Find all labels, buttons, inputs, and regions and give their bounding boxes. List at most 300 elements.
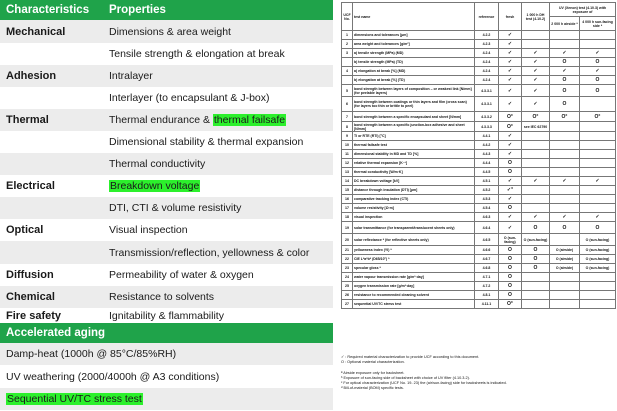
- property-row: [0, 20, 333, 43]
- col-uv4000-header: 4 000 h sun-facing side ª: [580, 17, 616, 31]
- cell-uv4: ✓: [580, 213, 616, 222]
- property-text: Permeability of water & oxygen: [109, 269, 254, 281]
- cell-uv4: O (sun-facing): [580, 255, 616, 264]
- cell-uv4: ✓: [580, 67, 616, 76]
- table-row: [342, 67, 616, 76]
- cell-ref: 4.6.8: [475, 264, 499, 273]
- cell-fresh: ✓: [499, 40, 522, 49]
- cell-fresh: O: [499, 291, 522, 300]
- cell-no: 18: [342, 213, 353, 222]
- cell-name: specular gloss ª: [353, 264, 475, 273]
- cell-no: 7: [342, 112, 353, 122]
- col-fresh-header: fresh: [499, 3, 522, 31]
- cell-uv4: [580, 168, 616, 177]
- cell-dh: ✓: [522, 97, 550, 112]
- property-name: [103, 48, 333, 60]
- cell-fresh: O: [499, 168, 522, 177]
- cell-name: thermal failsafe test: [353, 141, 475, 150]
- cell-uv2: O: [550, 222, 580, 234]
- cell-dh: ✓: [522, 58, 550, 67]
- cell-uv2: [550, 31, 580, 40]
- cell-uv2: ✓: [550, 177, 580, 186]
- cell-name: resistance to recommended cleaning solvent: [353, 291, 475, 300]
- cell-dh: ✓: [522, 85, 550, 97]
- cell-uv2: [550, 195, 580, 204]
- cell-no: 5: [342, 85, 353, 97]
- cell-name: CIE L*a*b* (D65/10°) ª: [353, 255, 475, 264]
- table-row: [342, 49, 616, 58]
- cell-dh: [522, 159, 550, 168]
- legend-line: ᵈ Bill-of-material (BOM) specific tests.: [341, 386, 404, 391]
- cell-name: bond strength between a specific junction-box adhesive and sheet [N/mm]: [353, 122, 475, 132]
- cell-uv4: O (sun-facing): [580, 264, 616, 273]
- col-uv2000-header: 2 000 h airside ª: [550, 17, 580, 31]
- cell-ref: 4.5.3: [475, 195, 499, 204]
- cell-fresh: O (sun-facing): [499, 234, 522, 246]
- cell-ref: 4.4.4: [475, 159, 499, 168]
- table-row: [342, 300, 616, 309]
- cell-fresh: ✓: [499, 222, 522, 234]
- cell-dh: [522, 300, 550, 309]
- cell-name: b) tensile strength (MPa) (TD): [353, 58, 475, 67]
- cell-uv4: ✓: [580, 49, 616, 58]
- col-uv-header: UV (Xenon) test (4.10.3) with exposure of: [550, 3, 616, 17]
- characteristics-heading: Characteristics: [6, 4, 90, 16]
- table-row: [342, 112, 616, 122]
- property-name: [103, 202, 333, 214]
- cell-ref: 4.7.1: [475, 273, 499, 282]
- table-row: [342, 291, 616, 300]
- cell-uv4: O: [580, 222, 616, 234]
- cell-fresh: ✓: [499, 67, 522, 76]
- cell-fresh: ✓: [499, 97, 522, 112]
- table-row: [342, 122, 616, 132]
- property-name: [103, 26, 333, 38]
- table-row: [342, 159, 616, 168]
- cell-name: solar transmittance (for transparent/translucent sheets only): [353, 222, 475, 234]
- cell-ref: 4.2.4: [475, 58, 499, 67]
- table-row: [342, 264, 616, 273]
- property-text: Thermal endurance &: [109, 114, 213, 126]
- cell-uv2: O: [550, 58, 580, 67]
- cell-name: dimensions and tolerances [µm]: [353, 31, 475, 40]
- cell-fresh: ✓: [499, 141, 522, 150]
- cell-ref: 4.7.2: [475, 282, 499, 291]
- cell-dh: [522, 291, 550, 300]
- cell-no: 6: [342, 97, 353, 112]
- cell-dh: O: [522, 246, 550, 255]
- cell-name: a) tensile strength (MPa) (MD): [353, 49, 475, 58]
- cell-name: relative thermal expansion [K⁻¹]: [353, 159, 475, 168]
- cell-name: distance through insulation (DTI) [µm]: [353, 186, 475, 195]
- cell-ref: 4.6.5: [475, 234, 499, 246]
- legend-line: O : Optional material characterization.: [341, 360, 405, 365]
- cell-name: area weight and tolerances [g/m²]: [353, 40, 475, 49]
- property-name: [103, 310, 333, 322]
- cell-ref: 4.11.1: [475, 300, 499, 309]
- cell-fresh: ✓: [499, 76, 522, 85]
- cell-no: 12: [342, 159, 353, 168]
- cell-ref: 4.3.3.3: [475, 122, 499, 132]
- cell-dh: O (sun-facing): [522, 234, 550, 246]
- property-name: [103, 247, 333, 259]
- cell-ref: 4.2.2: [475, 31, 499, 40]
- cell-uv2: [550, 141, 580, 150]
- aging-row: [0, 343, 333, 365]
- cell-ref: 4.4.5: [475, 168, 499, 177]
- cell-name: TI or RTE (RTI) [°C]: [353, 132, 475, 141]
- table-row: [342, 76, 616, 85]
- cell-fresh: ✓: [499, 85, 522, 97]
- cell-ref: 4.4.3: [475, 150, 499, 159]
- cell-uv4: ✓: [580, 177, 616, 186]
- property-category: Adhesion: [6, 70, 57, 82]
- property-row: [0, 43, 333, 65]
- aging-header: Accelerated aging: [0, 323, 333, 343]
- cell-name: bond strength between coatings or thin layers and film (cross scan) (for layers too thin or brittle to peel): [353, 97, 475, 112]
- table-row: [342, 204, 616, 213]
- cell-uv4: [580, 273, 616, 282]
- cell-dh: ✓: [522, 49, 550, 58]
- property-row: [0, 219, 333, 241]
- property-category: Chemical: [6, 291, 55, 303]
- cell-no: 20: [342, 234, 353, 246]
- cell-uv2: O°: [550, 112, 580, 122]
- col-dh-header: 1 000 h DH test (4.10.2): [522, 3, 550, 31]
- cell-uv2: O (airside): [550, 255, 580, 264]
- cell-no: 22: [342, 255, 353, 264]
- table-row: [342, 58, 616, 67]
- cell-ref: 4.3.3.1: [475, 85, 499, 97]
- property-highlight: Breakdown voltage: [110, 180, 200, 192]
- cell-dh: ✓: [522, 213, 550, 222]
- table-row: [342, 222, 616, 234]
- property-row: [0, 197, 333, 219]
- cell-uv2: [550, 234, 580, 246]
- ucf-table: [341, 2, 616, 309]
- property-category: Optical: [6, 224, 44, 236]
- cell-uv4: [580, 122, 616, 132]
- property-name: [103, 180, 333, 192]
- property-row: [0, 153, 333, 175]
- cell-ref: 4.8.1: [475, 291, 499, 300]
- cell-ref: 4.6.3: [475, 213, 499, 222]
- table-row: [342, 234, 616, 246]
- property-name: [103, 269, 333, 281]
- property-row: [0, 308, 333, 323]
- legend-line: ᵇ Exposure of sun-facing side of backsheet with choice of UV filter (4.10.3.2).: [341, 375, 470, 380]
- aging-text: Damp-heat (1000h @ 85°C/85%RH): [6, 348, 177, 360]
- table-row: [342, 246, 616, 255]
- cell-uv2: [550, 150, 580, 159]
- cell-uv2: [550, 273, 580, 282]
- cell-dh: [522, 150, 550, 159]
- legend-line: ✓ : Required material characterization to provide UCF according to this document.: [341, 355, 480, 359]
- cell-no: [342, 58, 353, 67]
- cell-ref: 4.6.6: [475, 246, 499, 255]
- col-no-header: UCF No.: [342, 3, 353, 31]
- cell-uv4: O (sun-facing): [580, 234, 616, 246]
- table-row: [342, 40, 616, 49]
- table-row: [342, 150, 616, 159]
- cell-uv4: O: [580, 58, 616, 67]
- property-name: [103, 136, 333, 148]
- cell-name: bond strength between a specific encapsulant and sheet [N/mm]: [353, 112, 475, 122]
- cell-uv2: [550, 300, 580, 309]
- cell-fresh: O: [499, 264, 522, 273]
- col-name-header: test name: [353, 3, 475, 31]
- table-row: [342, 195, 616, 204]
- cell-uv4: [580, 204, 616, 213]
- cell-dh: O: [522, 255, 550, 264]
- property-name: [103, 158, 333, 170]
- cell-uv2: O (airside): [550, 264, 580, 273]
- cell-no: 23: [342, 264, 353, 273]
- cell-dh: ✓: [522, 76, 550, 85]
- cell-fresh: O°: [499, 300, 522, 309]
- cell-dh: O: [522, 222, 550, 234]
- cell-no: 3: [342, 49, 353, 58]
- cell-name: thermal conductivity [W/m·K]: [353, 168, 475, 177]
- cell-fresh: ✓: [499, 150, 522, 159]
- cell-name: comparative tracking index (CTI): [353, 195, 475, 204]
- cell-uv2: [550, 159, 580, 168]
- table-row: [342, 282, 616, 291]
- cell-uv2: ✓: [550, 49, 580, 58]
- cell-no: 15: [342, 186, 353, 195]
- cell-name: bond strength between layers of composition – or weakest link [N/mm] (for peelable layers): [353, 85, 475, 97]
- cell-uv4: [580, 291, 616, 300]
- cell-uv2: [550, 168, 580, 177]
- cell-dh: see IEC 62790: [522, 122, 550, 132]
- cell-no: 19: [342, 222, 353, 234]
- property-text: Visual inspection: [109, 224, 188, 236]
- property-text: Dimensions & area weight: [109, 25, 231, 38]
- table-row: [342, 186, 616, 195]
- cell-ref: 4.3.3.2: [475, 112, 499, 122]
- cell-uv4: [580, 150, 616, 159]
- cell-no: 14: [342, 177, 353, 186]
- property-row: [0, 87, 333, 109]
- cell-uv2: ✓: [550, 213, 580, 222]
- cell-no: 9: [342, 132, 353, 141]
- cell-dh: [522, 31, 550, 40]
- cell-ref: 4.2.4: [475, 49, 499, 58]
- cell-no: 24: [342, 273, 353, 282]
- cell-dh: [522, 40, 550, 49]
- cell-fresh: O°: [499, 112, 522, 122]
- cell-ref: 4.2.4: [475, 76, 499, 85]
- cell-uv2: ✓: [550, 67, 580, 76]
- property-text: Transmission/reflection, yellowness & color: [109, 246, 310, 259]
- cell-fresh: ✓: [499, 49, 522, 58]
- property-text: Intralayer: [109, 70, 153, 82]
- cell-fresh: O: [499, 255, 522, 264]
- cell-fresh: O: [499, 246, 522, 255]
- table-legend: [341, 355, 615, 391]
- cell-uv4: [580, 141, 616, 150]
- property-row: [0, 109, 333, 131]
- cell-no: 21: [342, 246, 353, 255]
- cell-uv4: [580, 40, 616, 49]
- cell-fresh: O: [499, 282, 522, 291]
- cell-name: yellowness index (YI) ª: [353, 246, 475, 255]
- cell-no: 13: [342, 168, 353, 177]
- cell-ref: 4.4.1: [475, 132, 499, 141]
- property-text: Interlayer (to encapsulant & J-box): [109, 92, 270, 104]
- cell-fresh: ✓: [499, 195, 522, 204]
- cell-uv4: [580, 282, 616, 291]
- cell-uv4: O (sun-facing): [580, 246, 616, 255]
- cell-ref: 4.6.4: [475, 222, 499, 234]
- property-text: Thermal conductivity: [109, 158, 206, 170]
- property-row: [0, 65, 333, 87]
- cell-uv4: [580, 159, 616, 168]
- property-category: Mechanical: [6, 25, 66, 38]
- cell-name: b) elongation at break [%] (TD): [353, 76, 475, 85]
- cell-dh: [522, 132, 550, 141]
- cell-fresh: ✓: [499, 213, 522, 222]
- cell-fresh: O°: [499, 122, 522, 132]
- cell-uv2: [550, 132, 580, 141]
- property-highlight: thermal failsafe: [213, 114, 286, 126]
- property-row: [0, 175, 333, 197]
- cell-no: 26: [342, 291, 353, 300]
- cell-dh: [522, 273, 550, 282]
- cell-ref: 4.2.4: [475, 67, 499, 76]
- aging-text: UV weathering (2000/4000h @ A3 conditions): [6, 371, 220, 383]
- cell-no: [342, 76, 353, 85]
- cell-name: visual inspection: [353, 213, 475, 222]
- cell-uv4: [580, 195, 616, 204]
- table-row: [342, 213, 616, 222]
- cell-uv2: [550, 122, 580, 132]
- aging-row: [0, 388, 333, 410]
- cell-dh: [522, 195, 550, 204]
- cell-no: 16: [342, 195, 353, 204]
- table-row: [342, 97, 616, 112]
- cell-uv4: [580, 186, 616, 195]
- cell-ref: 4.5.4: [475, 204, 499, 213]
- property-category: Thermal: [6, 114, 49, 126]
- cell-name: DC breakdown voltage [kV]: [353, 177, 475, 186]
- cell-dh: [522, 204, 550, 213]
- cell-name: a) elongation at break [%] (MD): [353, 67, 475, 76]
- aging-row: [0, 366, 333, 388]
- cell-dh: [522, 186, 550, 195]
- aging-highlight: Sequential UV/TC stress test: [7, 393, 142, 405]
- property-category: Diffusion: [6, 269, 54, 281]
- cell-fresh: ✓°: [499, 186, 522, 195]
- cell-name: volume resistivity [Ω·m]: [353, 204, 475, 213]
- cell-fresh: ✓: [499, 58, 522, 67]
- cell-uv2: O: [550, 85, 580, 97]
- property-text: Dimensional stability & thermal expansion: [109, 136, 304, 148]
- cell-fresh: O: [499, 273, 522, 282]
- cell-uv2: [550, 291, 580, 300]
- cell-uv4: O: [580, 76, 616, 85]
- cell-uv4: O: [580, 85, 616, 97]
- cell-fresh: ✓: [499, 31, 522, 40]
- cell-no: 11: [342, 150, 353, 159]
- cell-uv4: [580, 31, 616, 40]
- cell-ref: 4.2.3: [475, 40, 499, 49]
- cell-dh: O: [522, 264, 550, 273]
- cell-uv2: O (airside): [550, 246, 580, 255]
- cell-ref: 4.5.1: [475, 177, 499, 186]
- cell-dh: ✓: [522, 177, 550, 186]
- cell-no: 27: [342, 300, 353, 309]
- table-row: [342, 255, 616, 264]
- property-row: [0, 241, 333, 264]
- table-row: [342, 132, 616, 141]
- cell-no: 2: [342, 40, 353, 49]
- cell-ref: 4.3.3.1: [475, 97, 499, 112]
- cell-uv4: O°: [580, 112, 616, 122]
- property-text: Tensile strength & elongation at break: [109, 48, 285, 60]
- property-name: [103, 92, 333, 104]
- cell-dh: [522, 141, 550, 150]
- cell-dh: O°: [522, 112, 550, 122]
- table-row: [342, 273, 616, 282]
- properties-heading: Properties: [109, 4, 166, 16]
- table-row: [342, 177, 616, 186]
- table-row: [342, 85, 616, 97]
- legend-line: ª Airside exposure only for backsheet.: [341, 370, 405, 375]
- cell-name: water vapour transmission rate [g/m²·day]: [353, 273, 475, 282]
- legend-line: ᶜ For optical characterization (UCF No. 19- 23) the (air/sun-facing) side for backsheets is indicated.: [341, 381, 507, 386]
- cell-ref: 4.4.2: [475, 141, 499, 150]
- cell-name: dimensional stability in MD and TD [%]: [353, 150, 475, 159]
- cell-uv2: [550, 204, 580, 213]
- cell-name: oxygen transmission rate [g/m²·day]: [353, 282, 475, 291]
- cell-dh: [522, 282, 550, 291]
- cell-ref: 4.5.2: [475, 186, 499, 195]
- cell-no: 1: [342, 31, 353, 40]
- property-row: [0, 131, 333, 153]
- property-text: Ignitability & flammability: [109, 309, 224, 322]
- property-text: Resistance to solvents: [109, 291, 215, 303]
- cell-no: 17: [342, 204, 353, 213]
- cell-fresh: O: [499, 159, 522, 168]
- cell-uv2: [550, 282, 580, 291]
- property-name: [103, 224, 333, 236]
- cell-no: 25: [342, 282, 353, 291]
- table-row: [342, 141, 616, 150]
- cell-uv2: O: [550, 76, 580, 85]
- cell-no: 4: [342, 67, 353, 76]
- cell-no: 10: [342, 141, 353, 150]
- property-text: DTI, CTI & volume resistivity: [109, 202, 242, 214]
- table-row: [342, 168, 616, 177]
- cell-no: 8: [342, 122, 353, 132]
- property-category: Fire safety: [6, 309, 62, 322]
- ucf-table-panel: [341, 2, 615, 409]
- cell-uv2: O: [550, 97, 580, 112]
- cell-uv2: [550, 186, 580, 195]
- properties-header: [0, 0, 333, 20]
- cell-dh: [522, 168, 550, 177]
- cell-uv2: [550, 40, 580, 49]
- cell-ref: 4.6.7: [475, 255, 499, 264]
- cell-fresh: O: [499, 204, 522, 213]
- cell-fresh: ✓: [499, 177, 522, 186]
- property-name: [103, 70, 333, 82]
- table-row: [342, 31, 616, 40]
- cell-name: sequential UV/TC stress test: [353, 300, 475, 309]
- col-ref-header: reference: [475, 3, 499, 31]
- property-row: [0, 264, 333, 286]
